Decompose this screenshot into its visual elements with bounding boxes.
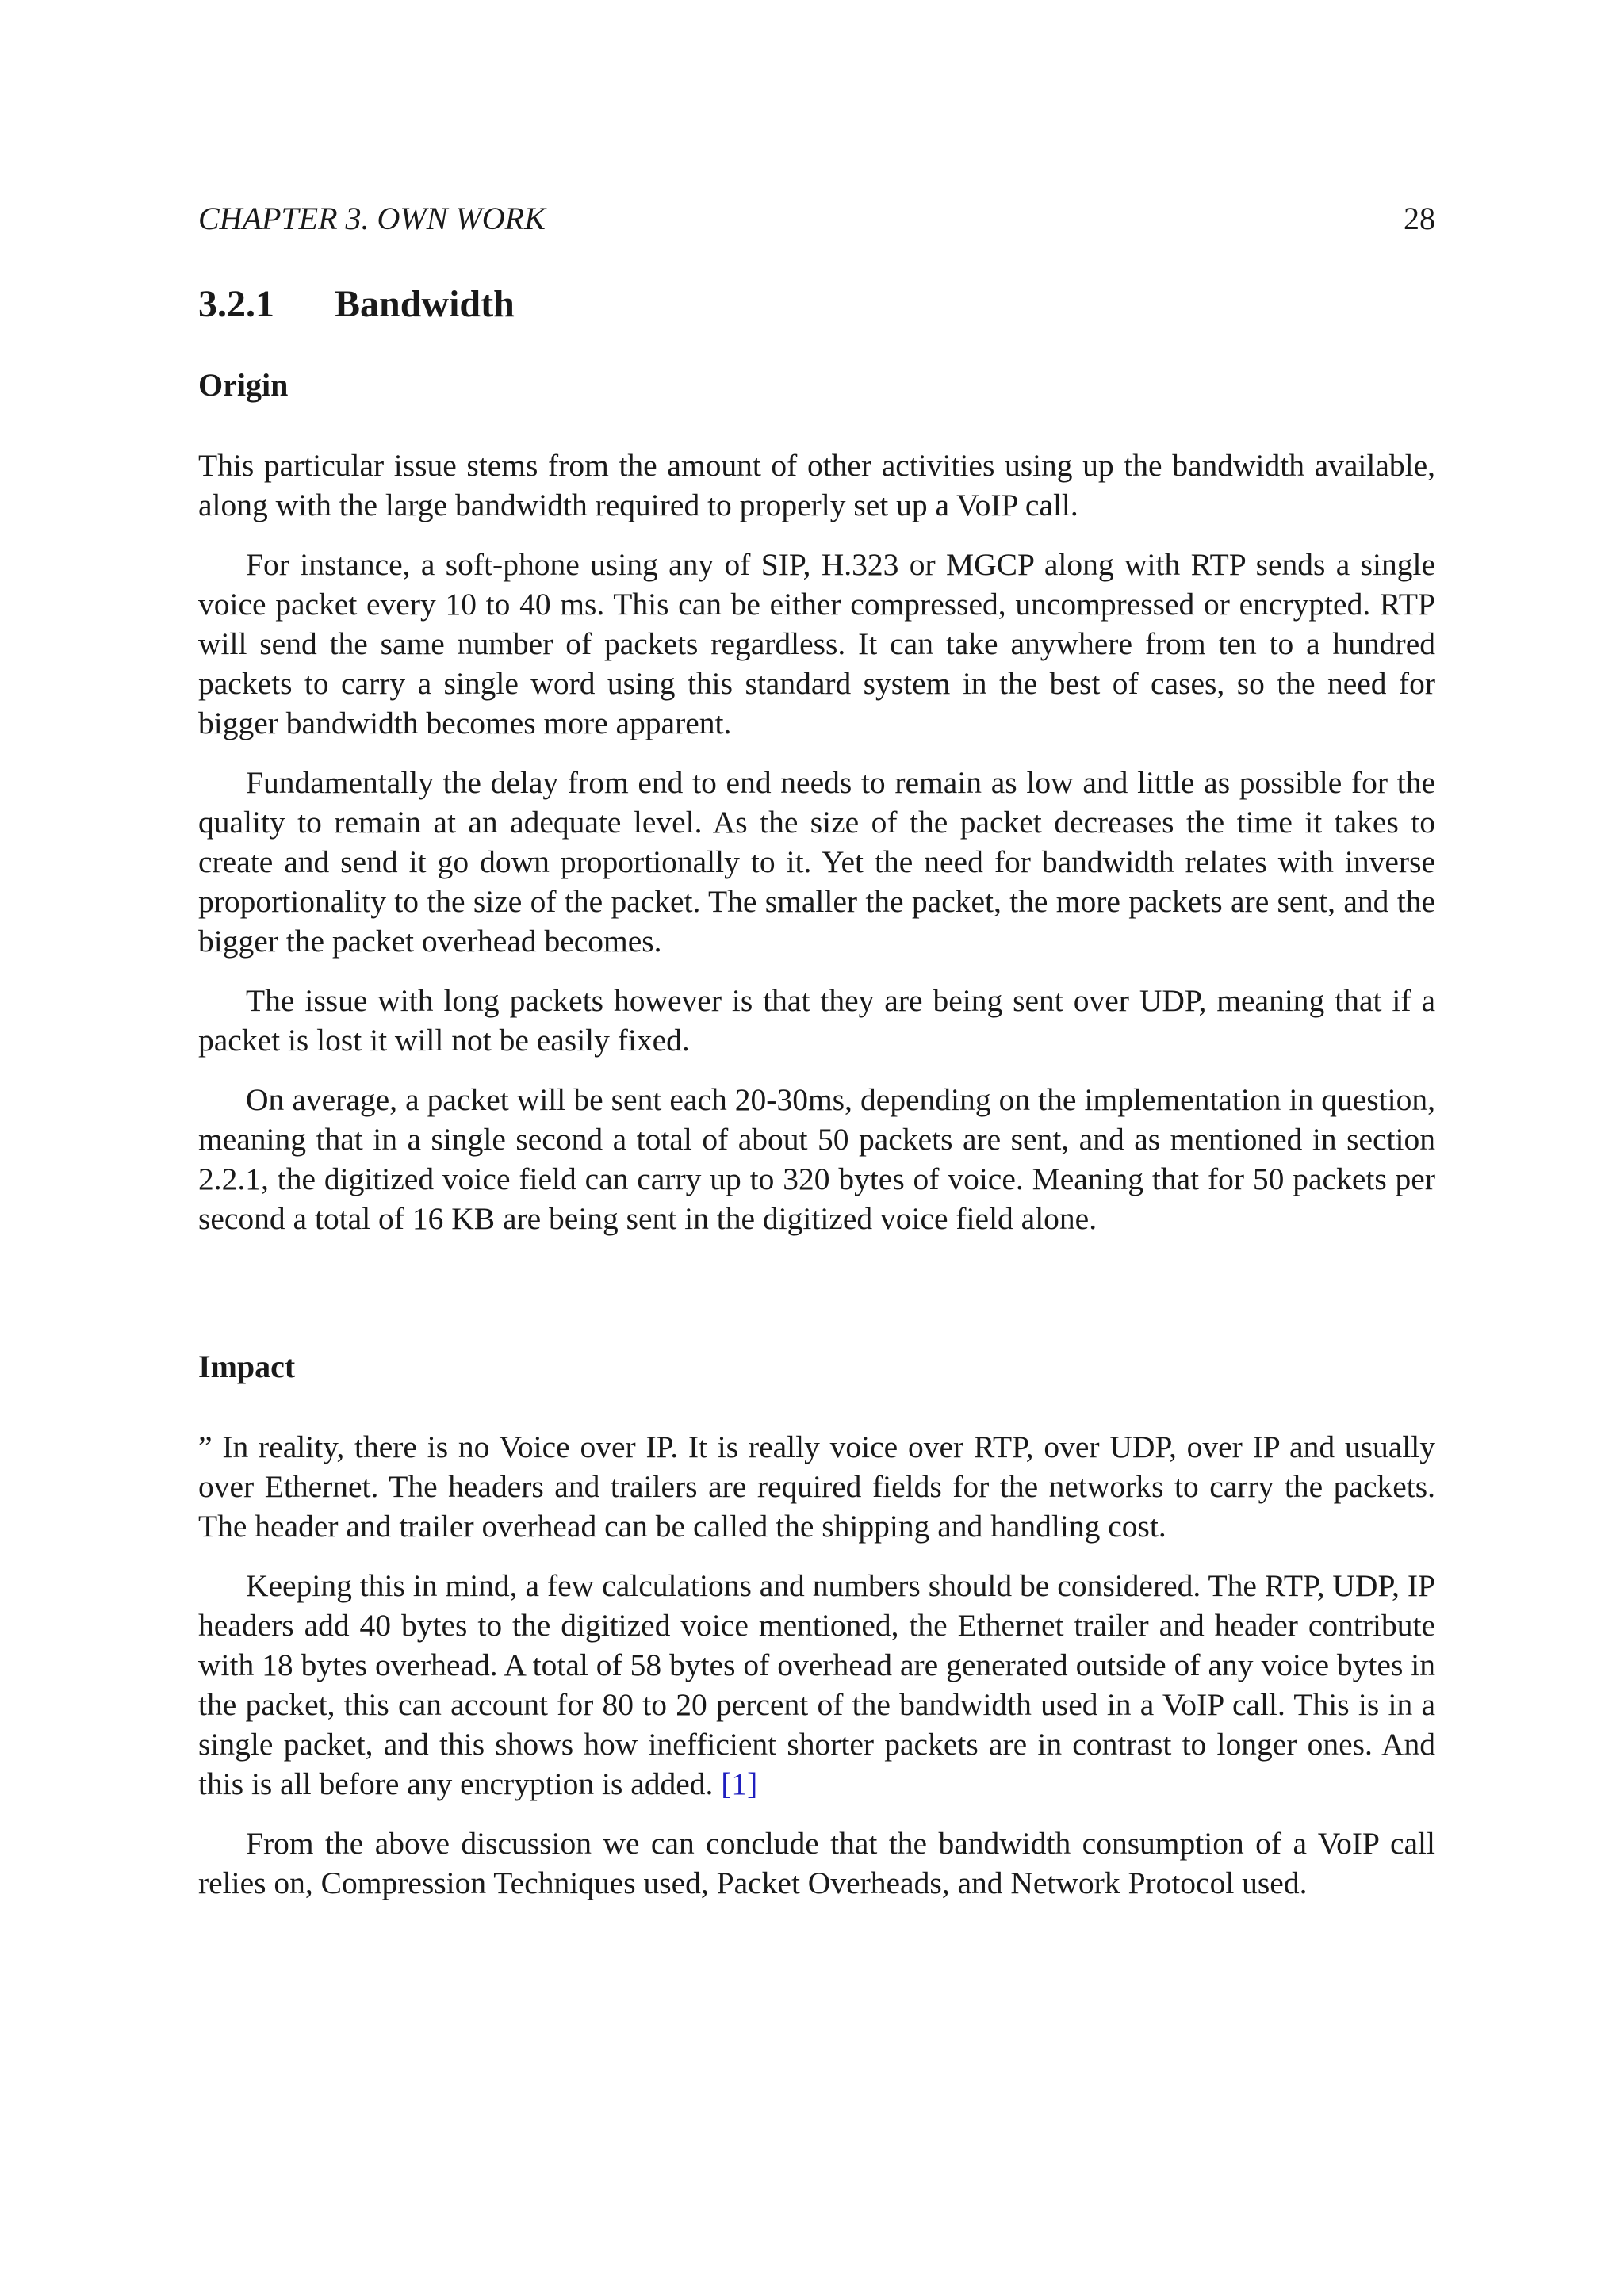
citation-link[interactable]: [1] [721, 1766, 758, 1801]
impact-paragraph-2-text: Keeping this in mind, a few calculations and numbers should be considered. The RTP, UDP, IP headers add 40 bytes to the digitized voice mentioned, the Ethernet trailer and header contribute with 18 bytes overhead. A total of 58 bytes of overhead are generated outside of any voice bytes in the packet, this can account for 80 to 20 percent of the bandwidth used in a VoIP call. This is in a single packet, and this shows how inefficient shorter packets are in contrast to longer ones. And this is all before any encryption is added. [198, 1568, 1435, 1801]
running-header [198, 200, 1435, 238]
section-number: 3.2.1 [198, 283, 274, 325]
impact-paragraph-1: ” In reality, there is no Voice over IP. It is really voice over RTP, over UDP, over IP and usually over Ethernet. The headers and trailers are required fields for the networks to carry the packets. The header and trailer overhead can be called the shipping and handling cost. [198, 1429, 1435, 1544]
origin-heading: Origin [198, 367, 289, 403]
section-title: Bandwidth [335, 283, 515, 325]
origin-paragraph-4: The issue with long packets however is that they are being sent over UDP, meaning that if a packet is lost it will not be easily fixed. [198, 983, 1435, 1058]
impact-paragraph-2 [198, 1566, 1435, 1804]
origin-section [198, 446, 1435, 1258]
page-number: 28 [1404, 201, 1435, 236]
impact-heading: Impact [198, 1349, 296, 1384]
section-heading [198, 282, 515, 327]
origin-paragraph-1: This particular issue stems from the amount of other activities using up the bandwidth available, along with the large bandwidth required to properly set up a VoIP call. [198, 448, 1435, 522]
origin-paragraph-5: On average, a packet will be sent each 20-30ms, depending on the implementation in question, meaning that in a single second a total of about 50 packets are sent, and as mentioned in section 2.2.1, the digitized voice field can carry up to 320 bytes of voice. Meaning that for 50 packets per second a total of 16 KB are being sent in the digitized voice field alone. [198, 1082, 1435, 1236]
impact-paragraph-3: From the above discussion we can conclude that the bandwidth consumption of a VoIP call relies on, Compression Techniques used, Packet Overheads, and Network Protocol used. [198, 1826, 1435, 1900]
chapter-title: CHAPTER 3. OWN WORK [198, 201, 546, 236]
impact-section [198, 1427, 1435, 1923]
origin-paragraph-3: Fundamentally the delay from end to end needs to remain as low and little as possible for the quality to remain at an adequate level. As the size of the packet decreases the time it takes to create and send it go down proportionally to it. Yet the need for bandwidth relates with inverse proportionality to the size of the packet. The smaller the packet, the more packets are sent, and the bigger the packet overhead becomes. [198, 765, 1435, 959]
origin-paragraph-2: For instance, a soft-phone using any of SIP, H.323 or MGCP along with RTP sends a single voice packet every 10 to 40 ms. This can be either compressed, uncompressed or encrypted. RTP will send the same number of packets regardless. It can take anywhere from ten to a hundred packets to carry a single word using this standard system in the best of cases, so the need for bigger bandwidth becomes more apparent. [198, 547, 1435, 740]
